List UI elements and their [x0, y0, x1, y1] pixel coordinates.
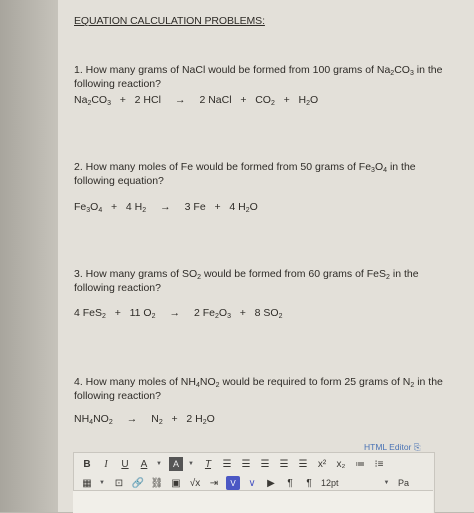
equation-1: $Na_2CO_3$ + 2 HCl → 2 NaCl + $CO_2$ + $H_2O$ — [74, 94, 319, 107]
media-icon[interactable]: ▣ — [171, 477, 181, 489]
question-1 — [74, 63, 444, 91]
bullet-list-icon[interactable]: ≔ — [355, 458, 365, 470]
italic-icon[interactable]: I — [104, 458, 108, 470]
embed-icon[interactable]: ⇥ — [209, 477, 219, 489]
font-size-select[interactable]: 12pt — [321, 478, 339, 488]
font-color-icon[interactable]: A — [140, 458, 148, 470]
question-1-line1: 1. How many grams of NaCl would be formed from 100 grams of $Na_2CO_3$ in the — [74, 64, 443, 77]
question-3-line1: 3. How many grams of $SO_2$ would be formed from 60 grams of FeS$_2$ in the — [74, 268, 419, 281]
align-right-icon[interactable]: ☰ — [260, 458, 270, 470]
question-4-line1: 4. How many moles of $NH_4NO_2$ would be required to form 25 grams of $N_2$ in the — [74, 376, 443, 389]
highlight-color-icon[interactable]: A — [169, 457, 183, 471]
table-dropdown-icon[interactable]: ▼ — [99, 480, 105, 486]
ltr-icon[interactable]: ¶ — [287, 477, 293, 489]
question-4-line2: following reaction? — [74, 390, 161, 402]
page-title: EQUATION CALCULATION PROBLEMS: — [74, 15, 265, 27]
justify-icon[interactable]: ☰ — [279, 458, 289, 470]
align-center-icon[interactable]: ☰ — [241, 458, 251, 470]
align-left-icon[interactable]: ☰ — [222, 458, 232, 470]
rtl-icon[interactable]: ¶ — [306, 477, 312, 489]
question-3-line2: following reaction? — [74, 282, 161, 294]
outdent-icon[interactable]: ☰ — [298, 458, 308, 470]
toolbar-row-2 — [80, 475, 416, 491]
toolbar-row-1 — [80, 456, 391, 472]
html-editor-icon: ⎘ — [413, 442, 421, 452]
numbered-list-icon[interactable]: ⁝≡ — [374, 458, 384, 470]
equation-2: $Fe_3O_4$ + 4 $H_2 \to 3$ Fe + 4 $H_2O$ — [74, 201, 258, 214]
equation-4: $NH_4NO_2 \to N_2$ + 2 $H_2O$ — [74, 413, 215, 426]
bold-icon[interactable]: B — [83, 458, 91, 470]
question-3 — [74, 267, 444, 295]
equation-icon[interactable]: √x — [189, 477, 201, 489]
superscript-icon[interactable]: x² — [317, 458, 327, 470]
paragraph-select[interactable]: Pa — [398, 478, 410, 488]
underline-icon[interactable]: U — [121, 458, 129, 470]
page-shadow — [0, 0, 58, 512]
unlink-icon[interactable]: ⛓ — [150, 477, 164, 489]
highlight-dropdown-icon[interactable]: ▼ — [188, 461, 194, 467]
plugin-dropdown-icon[interactable]: ∨ — [248, 477, 256, 489]
font-size-dropdown-icon[interactable]: ▼ — [383, 480, 390, 486]
plugin-icon[interactable]: V — [226, 476, 240, 490]
question-2-line2: following equation? — [74, 175, 164, 187]
image-icon[interactable]: ⊡ — [114, 477, 124, 489]
link-icon[interactable]: 🔗 — [131, 477, 145, 489]
equation-3: 4 FeS$_2$ + 11 $O_2 \to 2$ $Fe_2O_3$ + 8 $SO_2$ — [74, 307, 283, 320]
answer-editor-area[interactable] — [73, 490, 433, 513]
table-icon[interactable]: ▦ — [82, 477, 92, 489]
question-1-line2: following reaction? — [74, 78, 161, 90]
subscript-icon[interactable]: x₂ — [336, 458, 346, 470]
html-editor-link-label[interactable]: HTML Editor — [364, 442, 412, 452]
question-4 — [74, 375, 444, 403]
question-2 — [74, 160, 444, 188]
clear-format-icon[interactable]: T — [204, 458, 212, 470]
font-color-dropdown-icon[interactable]: ▼ — [156, 461, 162, 467]
video-icon[interactable]: ▶ — [267, 477, 275, 489]
question-2-line1: 2. How many moles of Fe would be formed from 50 grams of $Fe_3O_4$ in the — [74, 161, 416, 174]
